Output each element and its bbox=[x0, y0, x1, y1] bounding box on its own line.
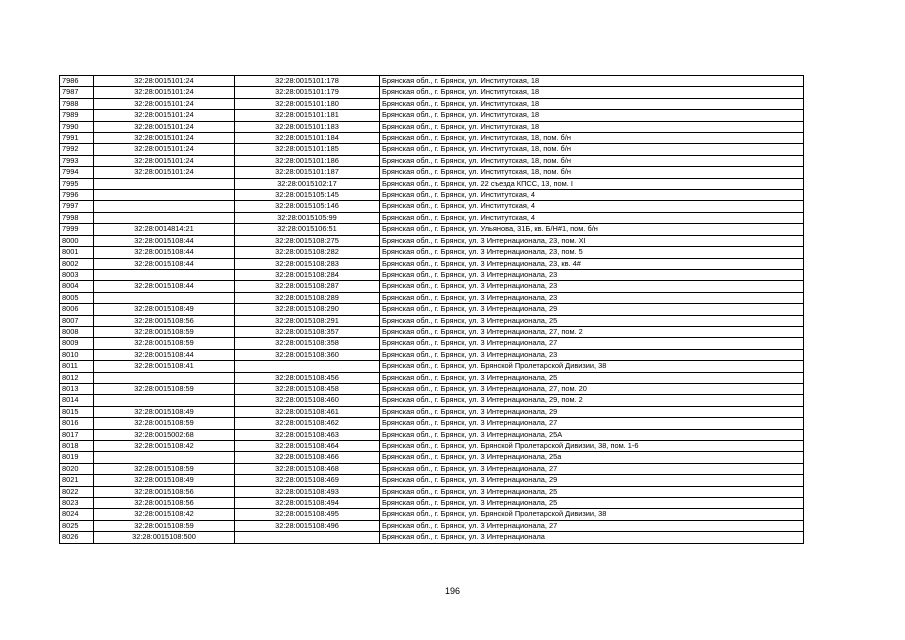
row-number-cell: 8017 bbox=[60, 429, 94, 440]
parent-cadastral-number-cell: 32:28:0015108:59 bbox=[94, 520, 235, 531]
parent-cadastral-number-cell bbox=[94, 269, 235, 280]
cadastral-number-cell: 32:28:0015105:99 bbox=[235, 212, 380, 223]
parent-cadastral-number-cell bbox=[94, 190, 235, 201]
table-row bbox=[60, 349, 804, 360]
cadastral-number-cell: 32:28:0015101:181 bbox=[235, 110, 380, 121]
row-number-cell: 8014 bbox=[60, 395, 94, 406]
parent-cadastral-number-cell: 32:28:0015108:59 bbox=[94, 463, 235, 474]
row-number-cell: 8006 bbox=[60, 304, 94, 315]
cadastral-number-cell: 32:28:0015108:291 bbox=[235, 315, 380, 326]
table-row bbox=[60, 304, 804, 315]
address-cell: Брянская обл., г. Брянск, ул. 3 Интернационала bbox=[380, 532, 804, 543]
row-number-cell: 8018 bbox=[60, 441, 94, 452]
parent-cadastral-number-cell: 32:28:0015108:44 bbox=[94, 258, 235, 269]
cadastral-number-cell: 32:28:0015108:358 bbox=[235, 338, 380, 349]
address-cell: Брянская обл., г. Брянск, ул. Институтская, 18, пом. б/н bbox=[380, 144, 804, 155]
parent-cadastral-number-cell: 32:28:0015101:24 bbox=[94, 121, 235, 132]
row-number-cell: 8008 bbox=[60, 326, 94, 337]
address-cell: Брянская обл., г. Брянск, ул. 3 Интернационала, 25 bbox=[380, 486, 804, 497]
row-number-cell: 8024 bbox=[60, 509, 94, 520]
parent-cadastral-number-cell: 32:28:0015101:24 bbox=[94, 167, 235, 178]
parent-cadastral-number-cell: 32:28:0015101:24 bbox=[94, 110, 235, 121]
row-number-cell: 8004 bbox=[60, 281, 94, 292]
row-number-cell: 7992 bbox=[60, 144, 94, 155]
parent-cadastral-number-cell bbox=[94, 178, 235, 189]
row-number-cell: 7998 bbox=[60, 212, 94, 223]
parent-cadastral-number-cell: 32:28:0015101:24 bbox=[94, 87, 235, 98]
table-row bbox=[60, 167, 804, 178]
row-number-cell: 8026 bbox=[60, 532, 94, 543]
address-cell: Брянская обл., г. Брянск, ул. Институтская, 18 bbox=[380, 98, 804, 109]
address-cell: Брянская обл., г. Брянск, ул. 3 Интернационала, 27 bbox=[380, 520, 804, 531]
table-row bbox=[60, 383, 804, 394]
row-number-cell: 8015 bbox=[60, 406, 94, 417]
address-cell: Брянская обл., г. Брянск, ул. Институтская, 18 bbox=[380, 76, 804, 87]
row-number-cell: 7999 bbox=[60, 224, 94, 235]
cadastral-number-cell: 32:28:0015101:179 bbox=[235, 87, 380, 98]
address-cell: Брянская обл., г. Брянск, ул. 3 Интернационала, 29 bbox=[380, 406, 804, 417]
row-number-cell: 8013 bbox=[60, 383, 94, 394]
cadastral-number-cell: 32:28:0015108:275 bbox=[235, 235, 380, 246]
table-row bbox=[60, 509, 804, 520]
row-number-cell: 8010 bbox=[60, 349, 94, 360]
table-row bbox=[60, 361, 804, 372]
cadastral-number-cell: 32:28:0015108:458 bbox=[235, 383, 380, 394]
cadastral-number-cell: 32:28:0015108:468 bbox=[235, 463, 380, 474]
table-row bbox=[60, 418, 804, 429]
table-row bbox=[60, 224, 804, 235]
parent-cadastral-number-cell: 32:28:0015108:59 bbox=[94, 418, 235, 429]
cadastral-number-cell: 32:28:0015108:494 bbox=[235, 498, 380, 509]
parent-cadastral-number-cell bbox=[94, 372, 235, 383]
cadastral-number-cell: 32:28:0015108:289 bbox=[235, 292, 380, 303]
row-number-cell: 8025 bbox=[60, 520, 94, 531]
cadastral-number-cell: 32:28:0015108:462 bbox=[235, 418, 380, 429]
table-row bbox=[60, 235, 804, 246]
table-row bbox=[60, 326, 804, 337]
address-cell: Брянская обл., г. Брянск, ул. 3 Интернационала, 29, пом. 2 bbox=[380, 395, 804, 406]
address-cell: Брянская обл., г. Брянск, ул. 3 Интернационала, 29 bbox=[380, 475, 804, 486]
cadastral-number-cell: 32:28:0015101:186 bbox=[235, 155, 380, 166]
cadastral-number-cell: 32:28:0015105:145 bbox=[235, 190, 380, 201]
table-row bbox=[60, 315, 804, 326]
page-number: 196 bbox=[444, 586, 461, 596]
address-cell: Брянская обл., г. Брянск, ул. Институтская, 4 bbox=[380, 212, 804, 223]
table-row bbox=[60, 76, 804, 87]
cadastral-number-cell bbox=[235, 532, 380, 543]
address-cell: Брянская обл., г. Брянск, ул. 3 Интернационала, 27, пом. 20 bbox=[380, 383, 804, 394]
parent-cadastral-number-cell: 32:28:0015108:49 bbox=[94, 304, 235, 315]
address-cell: Брянская обл., г. Брянск, ул. 3 Интернационала, 23, пом. 5 bbox=[380, 247, 804, 258]
table-row bbox=[60, 498, 804, 509]
cadastral-number-cell: 32:28:0015108:495 bbox=[235, 509, 380, 520]
table-row bbox=[60, 281, 804, 292]
address-cell: Брянская обл., г. Брянск, ул. 3 Интернационала, 29 bbox=[380, 304, 804, 315]
address-cell: Брянская обл., г. Брянск, ул. Институтская, 4 bbox=[380, 190, 804, 201]
table-row bbox=[60, 87, 804, 98]
row-number-cell: 7990 bbox=[60, 121, 94, 132]
row-number-cell: 7991 bbox=[60, 133, 94, 144]
address-cell: Брянская обл., г. Брянск, ул. Институтская, 18 bbox=[380, 110, 804, 121]
row-number-cell: 8005 bbox=[60, 292, 94, 303]
cadastral-number-cell bbox=[235, 361, 380, 372]
cadastral-number-cell: 32:28:0015101:180 bbox=[235, 98, 380, 109]
cadastral-number-cell: 32:28:0015108:284 bbox=[235, 269, 380, 280]
address-cell: Брянская обл., г. Брянск, ул. 3 Интернационала, 23, пом. XI bbox=[380, 235, 804, 246]
table-row bbox=[60, 133, 804, 144]
cadastral-number-cell: 32:28:0015101:183 bbox=[235, 121, 380, 132]
table-row bbox=[60, 395, 804, 406]
address-cell: Брянская обл., г. Брянск, ул. 3 Интернационала, 27 bbox=[380, 463, 804, 474]
row-number-cell: 7995 bbox=[60, 178, 94, 189]
table-row bbox=[60, 201, 804, 212]
table-row bbox=[60, 178, 804, 189]
address-cell: Брянская обл., г. Брянск, ул. 3 Интернационала, 27, пом. 2 bbox=[380, 326, 804, 337]
parent-cadastral-number-cell: 32:28:0015108:59 bbox=[94, 338, 235, 349]
parent-cadastral-number-cell: 32:28:0015108:56 bbox=[94, 315, 235, 326]
table-row bbox=[60, 269, 804, 280]
parent-cadastral-number-cell bbox=[94, 201, 235, 212]
table-row bbox=[60, 532, 804, 543]
cadastral-number-cell: 32:28:0015106:51 bbox=[235, 224, 380, 235]
row-number-cell: 7986 bbox=[60, 76, 94, 87]
cadastral-number-cell: 32:28:0015108:282 bbox=[235, 247, 380, 258]
parent-cadastral-number-cell bbox=[94, 212, 235, 223]
address-cell: Брянская обл., г. Брянск, ул. Брянской Пролетарской Дивизии, 38, пом. 1-6 bbox=[380, 441, 804, 452]
cadastral-number-cell: 32:28:0015108:466 bbox=[235, 452, 380, 463]
registry-table-body bbox=[60, 76, 804, 544]
cadastral-number-cell: 32:28:0015108:287 bbox=[235, 281, 380, 292]
cadastral-number-cell: 32:28:0015108:464 bbox=[235, 441, 380, 452]
address-cell: Брянская обл., г. Брянск, ул. 3 Интернационала, 23 bbox=[380, 349, 804, 360]
cadastral-number-cell: 32:28:0015108:469 bbox=[235, 475, 380, 486]
cadastral-number-cell: 32:28:0015102:17 bbox=[235, 178, 380, 189]
parent-cadastral-number-cell: 32:28:0015108:500 bbox=[94, 532, 235, 543]
table-row bbox=[60, 406, 804, 417]
cadastral-number-cell: 32:28:0015105:146 bbox=[235, 201, 380, 212]
cadastral-number-cell: 32:28:0015108:461 bbox=[235, 406, 380, 417]
table-row bbox=[60, 338, 804, 349]
cadastral-registry-table bbox=[59, 75, 804, 544]
table-row bbox=[60, 372, 804, 383]
table-row bbox=[60, 190, 804, 201]
parent-cadastral-number-cell: 32:28:0015108:59 bbox=[94, 383, 235, 394]
address-cell: Брянская обл., г. Брянск, ул. Институтская, 18 bbox=[380, 121, 804, 132]
address-cell: Брянская обл., г. Брянск, ул. Ульянова, 31Б, кв. Б/Н#1, пом. б/н bbox=[380, 224, 804, 235]
parent-cadastral-number-cell: 32:28:0015101:24 bbox=[94, 155, 235, 166]
row-number-cell: 7996 bbox=[60, 190, 94, 201]
row-number-cell: 8021 bbox=[60, 475, 94, 486]
address-cell: Брянская обл., г. Брянск, ул. 22 съезда КПСС, 13, пом. I bbox=[380, 178, 804, 189]
parent-cadastral-number-cell: 32:28:0015108:44 bbox=[94, 281, 235, 292]
row-number-cell: 7994 bbox=[60, 167, 94, 178]
address-cell: Брянская обл., г. Брянск, ул. Институтская, 18 bbox=[380, 87, 804, 98]
table-row bbox=[60, 475, 804, 486]
parent-cadastral-number-cell: 32:28:0015108:41 bbox=[94, 361, 235, 372]
row-number-cell: 7997 bbox=[60, 201, 94, 212]
cadastral-number-cell: 32:28:0015108:460 bbox=[235, 395, 380, 406]
cadastral-number-cell: 32:28:0015108:283 bbox=[235, 258, 380, 269]
table-row bbox=[60, 429, 804, 440]
address-cell: Брянская обл., г. Брянск, ул. 3 Интернационала, 23 bbox=[380, 281, 804, 292]
parent-cadastral-number-cell: 32:28:0015108:44 bbox=[94, 349, 235, 360]
row-number-cell: 8003 bbox=[60, 269, 94, 280]
address-cell: Брянская обл., г. Брянск, ул. 3 Интернационала, 25а bbox=[380, 452, 804, 463]
table-row bbox=[60, 452, 804, 463]
row-number-cell: 8019 bbox=[60, 452, 94, 463]
table-row bbox=[60, 520, 804, 531]
address-cell: Брянская обл., г. Брянск, ул. Брянской Пролетарской Дивизии, 38 bbox=[380, 509, 804, 520]
address-cell: Брянская обл., г. Брянск, ул. 3 Интернационала, 25 bbox=[380, 315, 804, 326]
address-cell: Брянская обл., г. Брянск, ул. 3 Интернационала, 27 bbox=[380, 418, 804, 429]
parent-cadastral-number-cell: 32:28:0015108:49 bbox=[94, 406, 235, 417]
address-cell: Брянская обл., г. Брянск, ул. Институтская, 4 bbox=[380, 201, 804, 212]
cadastral-number-cell: 32:28:0015108:360 bbox=[235, 349, 380, 360]
cadastral-number-cell: 32:28:0015101:187 bbox=[235, 167, 380, 178]
row-number-cell: 7988 bbox=[60, 98, 94, 109]
parent-cadastral-number-cell: 32:28:0015108:56 bbox=[94, 498, 235, 509]
parent-cadastral-number-cell bbox=[94, 452, 235, 463]
parent-cadastral-number-cell: 32:28:0015108:44 bbox=[94, 235, 235, 246]
cadastral-number-cell: 32:28:0015108:357 bbox=[235, 326, 380, 337]
row-number-cell: 7987 bbox=[60, 87, 94, 98]
row-number-cell: 8016 bbox=[60, 418, 94, 429]
cadastral-number-cell: 32:28:0015108:493 bbox=[235, 486, 380, 497]
row-number-cell: 8001 bbox=[60, 247, 94, 258]
row-number-cell: 8007 bbox=[60, 315, 94, 326]
parent-cadastral-number-cell bbox=[94, 292, 235, 303]
address-cell: Брянская обл., г. Брянск, ул. 3 Интернационала, 25 bbox=[380, 498, 804, 509]
address-cell: Брянская обл., г. Брянск, ул. Институтская, 18, пом. б/н bbox=[380, 133, 804, 144]
table-row bbox=[60, 292, 804, 303]
row-number-cell: 8022 bbox=[60, 486, 94, 497]
table-row bbox=[60, 121, 804, 132]
cadastral-number-cell: 32:28:0015101:184 bbox=[235, 133, 380, 144]
address-cell: Брянская обл., г. Брянск, ул. 3 Интернационала, 27 bbox=[380, 338, 804, 349]
parent-cadastral-number-cell: 32:28:0015108:49 bbox=[94, 475, 235, 486]
table-row bbox=[60, 110, 804, 121]
row-number-cell: 8011 bbox=[60, 361, 94, 372]
cadastral-number-cell: 32:28:0015108:463 bbox=[235, 429, 380, 440]
parent-cadastral-number-cell: 32:28:0015108:59 bbox=[94, 326, 235, 337]
row-number-cell: 8020 bbox=[60, 463, 94, 474]
parent-cadastral-number-cell: 32:28:0015108:42 bbox=[94, 441, 235, 452]
row-number-cell: 8002 bbox=[60, 258, 94, 269]
cadastral-number-cell: 32:28:0015101:185 bbox=[235, 144, 380, 155]
parent-cadastral-number-cell: 32:28:0014814:21 bbox=[94, 224, 235, 235]
address-cell: Брянская обл., г. Брянск, ул. 3 Интернационала, 25 bbox=[380, 372, 804, 383]
table-row bbox=[60, 486, 804, 497]
address-cell: Брянская обл., г. Брянск, ул. 3 Интернационала, 23 bbox=[380, 269, 804, 280]
row-number-cell: 8023 bbox=[60, 498, 94, 509]
table-row bbox=[60, 98, 804, 109]
parent-cadastral-number-cell: 32:28:0015101:24 bbox=[94, 76, 235, 87]
table-row bbox=[60, 212, 804, 223]
parent-cadastral-number-cell: 32:28:0015108:56 bbox=[94, 486, 235, 497]
row-number-cell: 8012 bbox=[60, 372, 94, 383]
cadastral-number-cell: 32:28:0015108:496 bbox=[235, 520, 380, 531]
table-row bbox=[60, 441, 804, 452]
row-number-cell: 8000 bbox=[60, 235, 94, 246]
table-row bbox=[60, 155, 804, 166]
cadastral-number-cell: 32:28:0015108:290 bbox=[235, 304, 380, 315]
table-row bbox=[60, 144, 804, 155]
address-cell: Брянская обл., г. Брянск, ул. Институтская, 18, пом. б/н bbox=[380, 155, 804, 166]
parent-cadastral-number-cell: 32:28:0015108:44 bbox=[94, 247, 235, 258]
cadastral-number-cell: 32:28:0015108:456 bbox=[235, 372, 380, 383]
table-row bbox=[60, 463, 804, 474]
address-cell: Брянская обл., г. Брянск, ул. 3 Интернационала, 23 bbox=[380, 292, 804, 303]
row-number-cell: 7989 bbox=[60, 110, 94, 121]
parent-cadastral-number-cell: 32:28:0015101:24 bbox=[94, 144, 235, 155]
parent-cadastral-number-cell: 32:28:0015002:68 bbox=[94, 429, 235, 440]
row-number-cell: 7993 bbox=[60, 155, 94, 166]
table-row bbox=[60, 258, 804, 269]
cadastral-number-cell: 32:28:0015101:178 bbox=[235, 76, 380, 87]
address-cell: Брянская обл., г. Брянск, ул. 3 Интернационала, 23, кв. 4# bbox=[380, 258, 804, 269]
table-row bbox=[60, 247, 804, 258]
parent-cadastral-number-cell bbox=[94, 395, 235, 406]
address-cell: Брянская обл., г. Брянск, ул. Брянской Пролетарской Дивизии, 38 bbox=[380, 361, 804, 372]
parent-cadastral-number-cell: 32:28:0015101:24 bbox=[94, 133, 235, 144]
address-cell: Брянская обл., г. Брянск, ул. 3 Интернационала, 25А bbox=[380, 429, 804, 440]
parent-cadastral-number-cell: 32:28:0015101:24 bbox=[94, 98, 235, 109]
address-cell: Брянская обл., г. Брянск, ул. Институтская, 18, пом. б/н bbox=[380, 167, 804, 178]
row-number-cell: 8009 bbox=[60, 338, 94, 349]
parent-cadastral-number-cell: 32:28:0015108:42 bbox=[94, 509, 235, 520]
